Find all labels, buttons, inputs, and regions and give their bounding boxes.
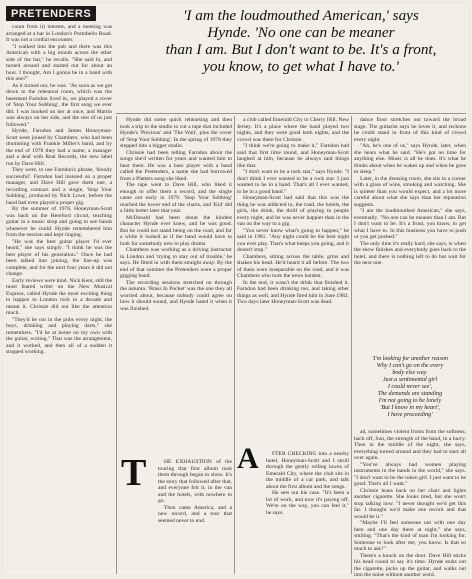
section-label: PRETENDERS <box>6 6 96 21</box>
paragraph: "I think we're going to make it," Farndon had said that first time round, and Honeyman-Scott laughed at him, because he always said things like that. <box>237 143 349 169</box>
pull-quote <box>142 7 460 75</box>
pull-quote-line: Hynde. 'No one can be meaner <box>207 24 395 41</box>
paragraph: Then came America, and a new record, and a tour that seemed never to end. <box>158 504 232 524</box>
paragraph: He sets out his case. "It's been a lot of work, and now it's paying off. We're on the way, you can feel it," he says. <box>266 490 349 516</box>
paragraph: The tape went to Dave Hill, who liked it enough to offer them a record, and the single came out early in 1979. 'Stop Your Sobbing' reached the lower end of the charts, and 'Kid' did a little better later that year. <box>120 182 232 214</box>
paragraph: They were, to use Farndon's phrase, 'bloody successful'. Farndon had insisted on a proper manager, and Dave Hill gave them one, a recording contract and a single, 'Stop Your Sobbing', produced by Nick Lowe, before the band had even played a proper gig. <box>6 167 112 206</box>
paragraph: In the end, it wasn't the drink that finished it. Farndon had been drinking too, and taking other things as well, and Hynde fired him in June 1982. Two days later Honeyman-Scott was dead. <box>237 279 349 305</box>
article-column-2 <box>120 117 232 445</box>
lyric-line: I have proceeding' <box>387 412 433 418</box>
paragraph: Chambers, sitting across the table, grins and shakes his head. He'd heard it all before. The two of them were inseparable on the road, and it was Chambers who took the news hardest. <box>237 253 349 279</box>
paragraph: HE EXHAUSTION of the touring that first album took them through began to show. It's the story that followed after that, and everyone felt it, in the van and the hotels, with nowhere to go. <box>158 459 232 504</box>
paragraph: Chrissie leans back on her chair and lights another cigarette. She looks tired, but she won't stop talking now. "I never thought we'd get this far. I thought we'd make one record and that would be it." <box>354 487 466 520</box>
paragraph: The recording sessions stretched on through the autumn. 'Brass In Pocket' was the one they all worried about, because nobody could agree on how it should sound, and Hynde hated it when it was finished. <box>120 279 232 312</box>
column-rule <box>234 116 235 574</box>
paragraph: "You never know what's going to happen," he said in 1981. "Any night could be the best night you ever play. That's what keeps you going, and it doesn't stop." <box>237 227 349 253</box>
paragraph: Hynde did some quick rehearsing and then took a trip to the studio to cut a tape that included Hynde's 'Precious' and 'The Wait', plus the cover of 'Stop Your Sobbing'. In the spring of 1978 they stepped into a bigger studio. <box>120 117 232 149</box>
lyric-line: The demands are standing <box>377 391 443 397</box>
paragraph: Chrissie had been telling Farndon about the songs she'd written for years and wanted him to hear them. He was a bass player with a band called the Pretenders, a name she had borrowed from a Platters song she liked. <box>120 149 232 182</box>
drop-cap: T <box>121 452 147 494</box>
article-column-3-lower <box>266 451 349 573</box>
lyric-line: 'I'm looking for another reason <box>372 356 448 362</box>
paragraph: ad, sometimes violent fronts from the softness; back off, Sun, the strength of the band, in a hurry. Then in the middle of the night, she says, everything turned around and they had to start all over again. <box>354 429 466 461</box>
paragraph: "He was the best guitar player I'd ever heard," she says simply. "I think he was the best player of his generation." Once he had been talked into joining, the line-up was complete, and for the next four years it did not change. <box>6 238 112 277</box>
paragraph: count from it) interest, and a meeting was arranged at a bar in London's Portobello Road. It was not a cordial encounter. <box>6 24 112 43</box>
paragraph: dance floor stretches out toward the broad stage. The guitarist says he loves it, and reckons he could stand in front of this kind of crowd every night. <box>354 117 466 143</box>
paragraph: FTER CHECKING into a nearby hotel, Honeyman-Scott and I stroll through the gently rolling lawns of Emerald City, where the club sits in the middle of a car park, and talk about the first album and the songs. <box>266 451 349 490</box>
pull-quote-line: you know, to get what I have to.' <box>203 58 399 75</box>
pull-quote-line: than I am. But I don't want to be. It's a front, <box>165 41 437 58</box>
article-column-4-lower <box>354 429 466 578</box>
lyric-line: Just a sentimental girl <box>382 377 438 383</box>
lyric-line: body else way. <box>392 370 428 376</box>
magazine-page <box>4 4 468 578</box>
paragraph: Early reviews were kind. Nick Kent, still the most feared writer on the New Musical Express, called Hynde the most exciting thing to happen to London rock in a decade and meant it. Chrissie did not like the attention much. <box>6 277 112 316</box>
paragraph: "Maybe I'll feel someone out with one day here and one day there at night," she says, smiling. "That's the kind of man I'm looking for. Someone to look after me, you know. Is that so much to ask?" <box>354 520 466 552</box>
column-rule <box>351 116 352 574</box>
drop-cap: A <box>237 442 259 475</box>
paragraph: "You've always had women playing instruments in the bands in the world," she says. "I don't want to be the token girl. I just want to be good. That's all I want." <box>354 461 466 487</box>
paragraph: "Ah, he's one of us," says Hynde, later, when she hears what he said. "He's got no time for anything else. Music is all he does. It's what he thinks about when he wakes up and when he goes to sleep." <box>354 143 466 175</box>
paragraph: Honeyman-Scott had said that this was the thing he was addicted to, the road, the hotels, the girls, the drink, the thrill of playing to people every night, and he was never happier than in the van on the way to a gig. <box>237 195 349 227</box>
paragraph: "I walked into the pub and there was this American with a big mouth across the other side of the bar," he recalls. "She said hi, and turned around and started out for about an hour. I thought, Am I gonna be in a band with this one?" <box>6 43 112 82</box>
lyric-line: Why I can't go on the every <box>376 363 444 369</box>
article-column-4 <box>354 117 466 353</box>
lyric-line: I'm not going to be lonely <box>378 398 442 404</box>
pull-quote-line: 'I am the loudmouthed American,' says <box>183 7 419 24</box>
lyric-line: 'But I know in my heart', <box>380 405 440 411</box>
lyric-excerpt <box>354 356 466 419</box>
column-rule <box>116 116 117 574</box>
paragraph: As it turned out, he was. "As soon as we got down to the rehearsal room, which was the basement Farndon lived in, we played a cover of 'Stop Your Sobbing', the first song we ever did. I was hooked on her at once, and Martin was always on her side, and the rest of us just followed." <box>6 82 112 128</box>
article-column-1 <box>6 24 112 572</box>
horizontal-rule <box>116 113 466 114</box>
paragraph: McDonald had been about the kindest character Hynde ever knew, and he was good. But he could not stand being on the road, and for a while it looked as if the band would have to look for somebody new to play drums. <box>120 214 232 247</box>
paragraph: "I am the loudmouthed American," she says, eventually. "No one can be meaner than I am. But I don't want to be. It's a front, you know, to get what I have to. In this business you have to push or you get pushed." <box>354 208 466 240</box>
paragraph: There's a knock on the door. Dave Hill sticks his head round to say it's time. Hynde stubs out the cigarette, picks up the guitar, and walks out into the noise without another word. <box>354 552 466 578</box>
paragraph: Chambers was working as a driving instructor in London and 'trying to stay out of trouble,' he says. He fitted in with them straight away. By the end of that summer the Pretenders were a proper gigging band. <box>120 247 232 279</box>
article-column-3 <box>237 117 349 439</box>
paragraph: The only time it's really hard, she says, is when the show finishes and everybody goes back to the hotel, and there is nothing left to do but wait for the next one. <box>354 240 466 266</box>
lyric-line: I could never see', <box>387 384 433 390</box>
paragraph: a club called Emerald City in Cherry Hill, New Jersey. It's a place where the band played two nights, and they were good both nights, and the crowd was there for Chrissie. <box>237 117 349 143</box>
paragraph: Hynde, Farndon and James Honeyman-Scott were joined by Chambers, who had been drumming with Frankie Miller's band, and by the end of 1978 they had a name, a manager and a deal with Real Records, the new label run by Dave Hill. <box>6 128 112 167</box>
paragraph: Later, in the dressing room, she sits in a corner with a glass of wine, smoking and watching. She is quieter than you would expect, and a lot more careful about what she says than her reputation suggests. <box>354 175 466 208</box>
paragraph: By the summer of 1978, Honeyman-Scott was back on the Hereford circuit, teaching guitar in a music shop and going to see bands whenever he could. Hynde remembered him from the session and kept ringing. <box>6 206 112 238</box>
article-column-2-lower <box>158 459 232 573</box>
paragraph: "I don't want to be a rock star," says Hynde. "I don't think I ever wanted to be a rock star. I just wanted to be in a band. That's all I ever wanted, to be in a good band." <box>237 169 349 195</box>
paragraph: "They'd be out in the pubs every night, the boys, drinking and playing darts," she remembers. "I'd be at home on my own with the guitar, writing." That was the arrangement, and it worked, and then all of a sudden it stopped working. <box>6 316 112 355</box>
